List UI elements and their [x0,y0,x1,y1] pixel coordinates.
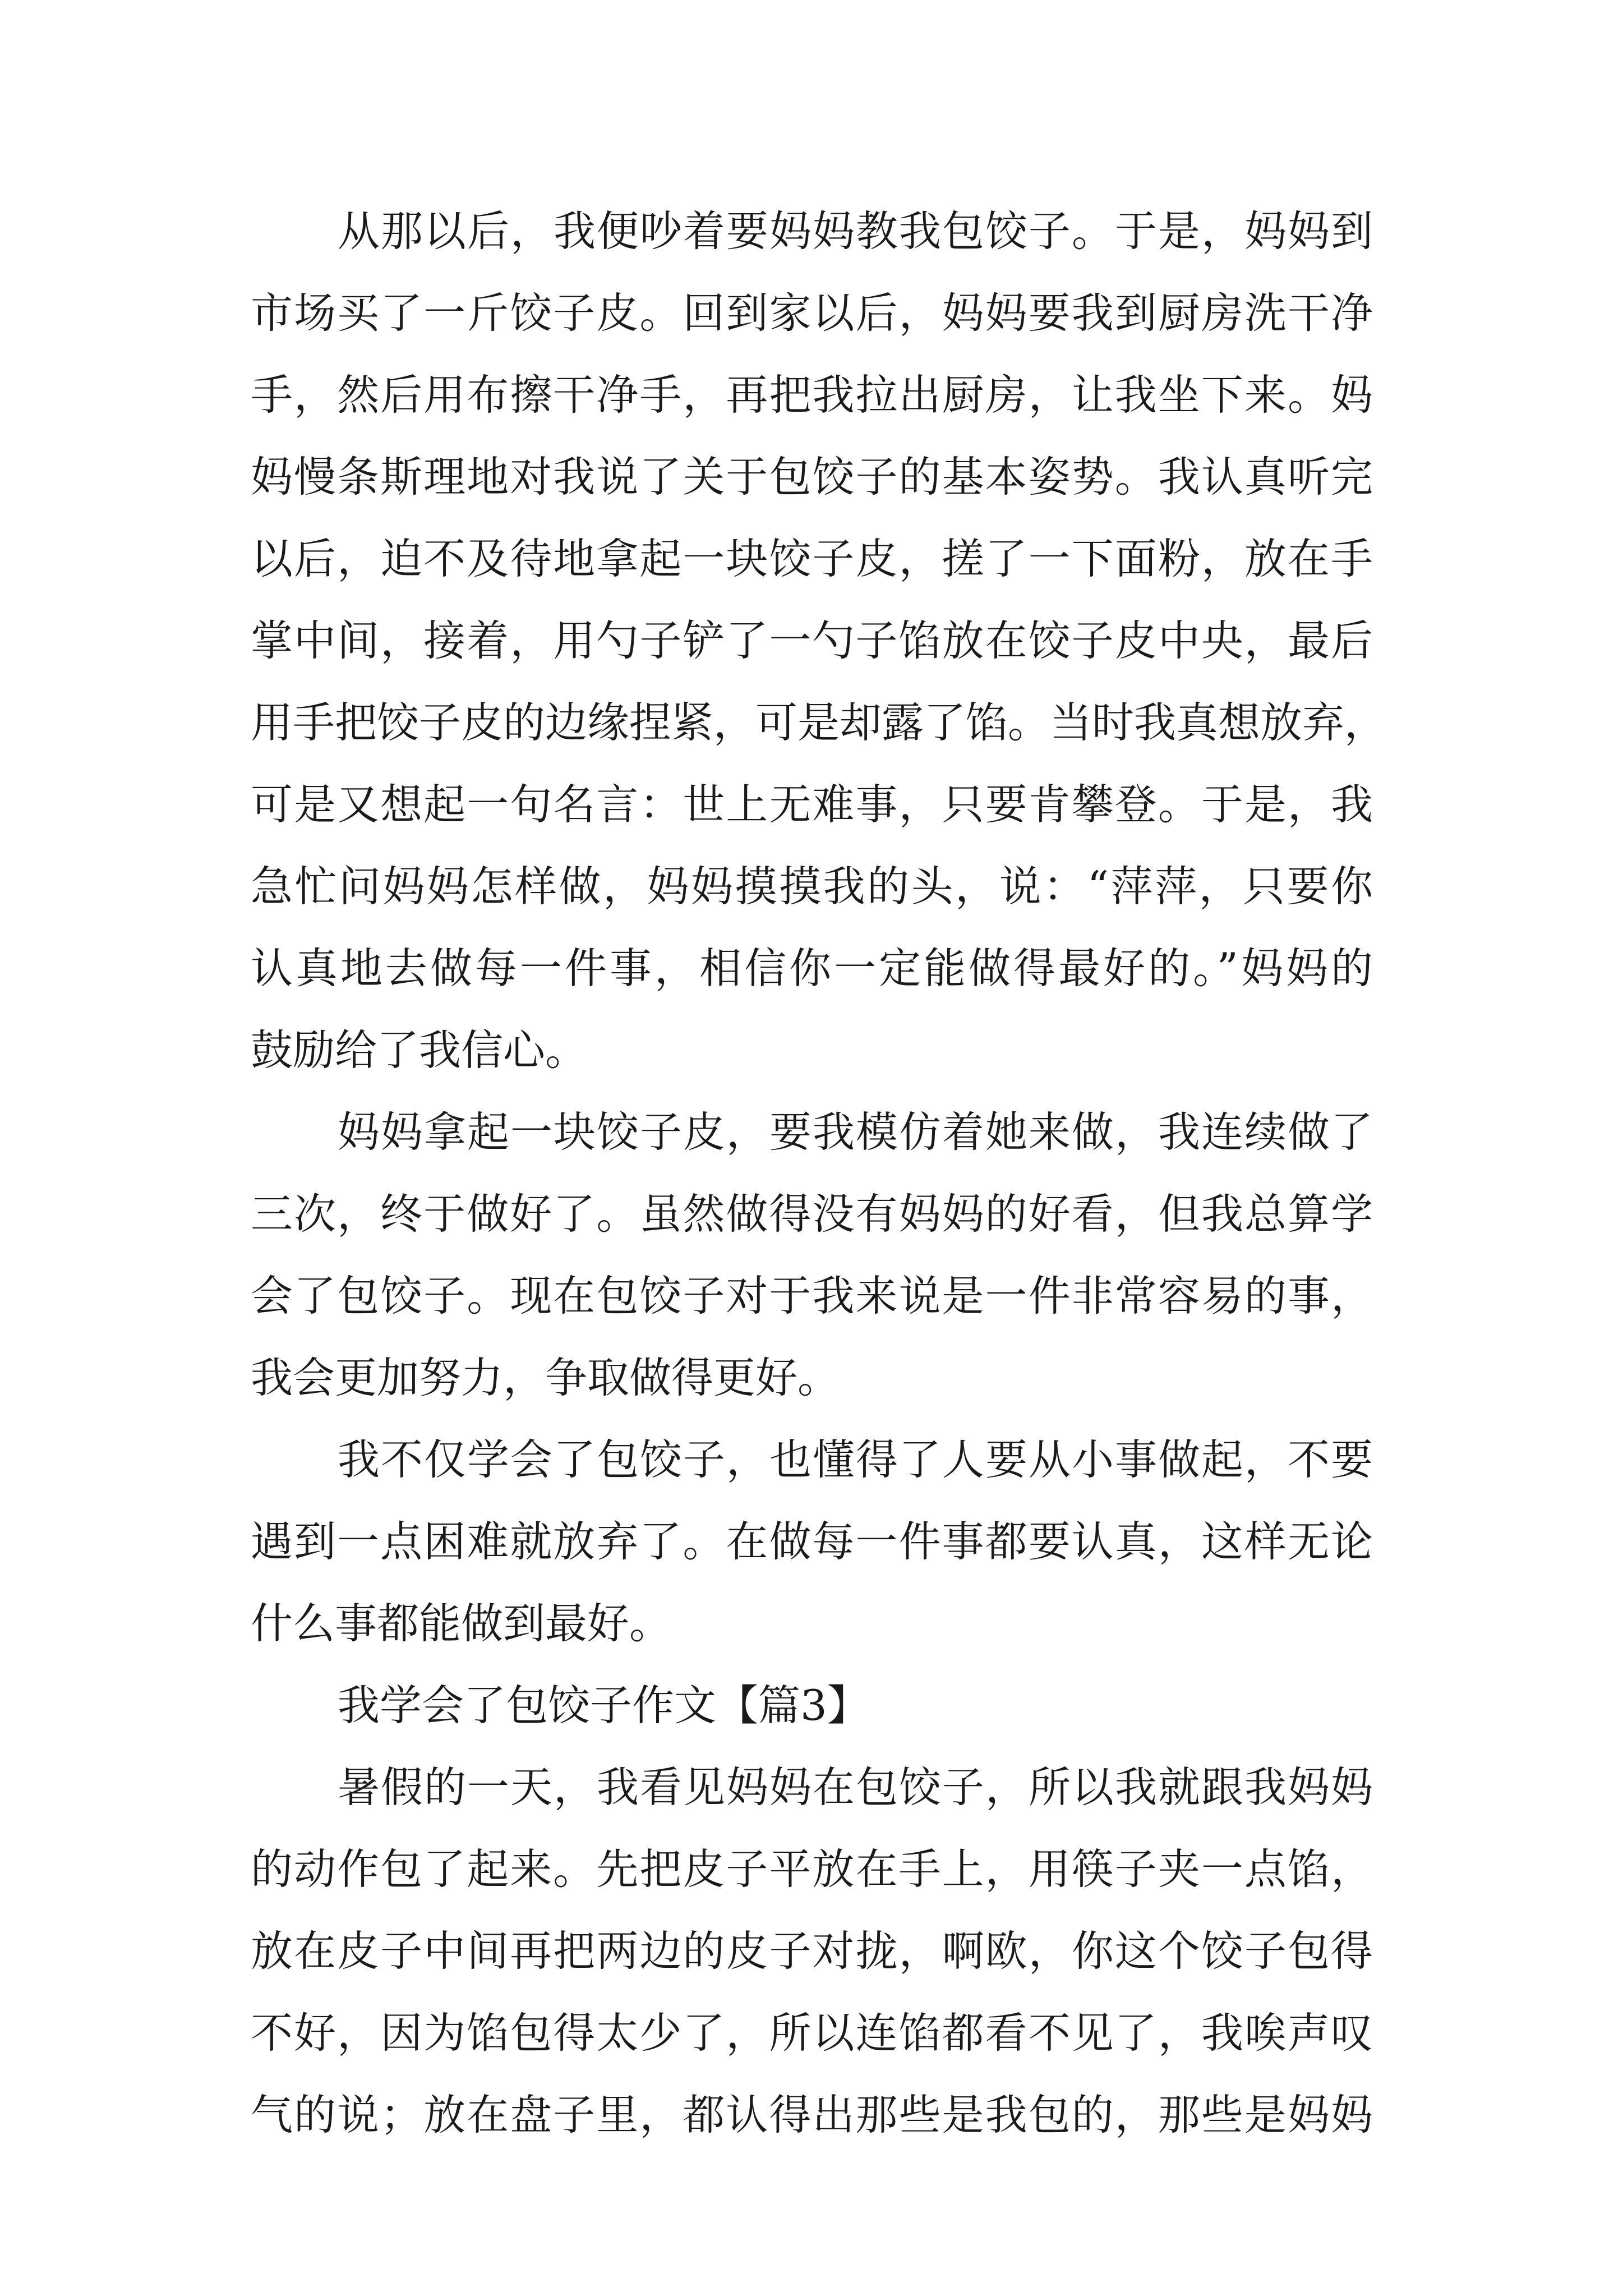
text-line: 的动作包了起来。先把皮子平放在手上，用筷子夹一点馅， [251,1844,1373,1894]
text-line: 市场买了一斤饺子皮。回到家以后，妈妈要我到厨房洗干净 [251,288,1373,338]
text-line: 认真地去做每一件事，相信你一定能做得最好的。”妈妈的 [251,944,1373,993]
text-line: 放在皮子中间再把两边的皮子对拢，啊欧，你这个饺子包得 [251,1926,1373,1976]
text-line: 用手把饺子皮的边缘捏紧，可是却露了馅。当时我真想放弃， [251,698,1387,747]
text-line: 从那以后，我便吵着要妈妈教我包饺子。于是，妈妈到 [338,206,1373,256]
section-heading: 我学会了包饺子作文【篇3】 [338,1681,869,1730]
text-line: 气的说；放在盘子里，都认得出那些是我包的，那些是妈妈 [251,2090,1373,2139]
text-line: 不好，因为馅包得太少了，所以连馅都看不见了，我唉声叹 [251,2008,1373,2058]
text-line: 三次，终于做好了。虽然做得没有妈妈的好看，但我总算学 [251,1189,1373,1239]
text-line: 掌中间，接着，用勺子铲了一勺子馅放在饺子皮中央，最后 [251,616,1373,665]
text-line: 我不仅学会了包饺子，也懂得了人要从小事做起，不要 [338,1435,1373,1484]
text-line: 急忙问妈妈怎样做，妈妈摸摸我的头，说：“萍萍，只要你 [251,862,1373,911]
text-line: 什么事都能做到最好。 [251,1599,672,1648]
text-line: 手，然后用布擦干净手，再把我拉出厨房，让我坐下来。妈 [251,370,1373,420]
text-line: 会了包饺子。现在包饺子对于我来说是一件非常容易的事， [251,1271,1373,1320]
text-line: 遇到一点困难就放弃了。在做每一件事都要认真，这样无论 [251,1517,1373,1566]
text-line: 鼓励给了我信心。 [251,1025,588,1075]
text-line: 以后，迫不及待地拿起一块饺子皮，搓了一下面粉，放在手 [251,534,1373,583]
text-line: 妈妈拿起一块饺子皮，要我模仿着她来做，我连续做了 [338,1107,1373,1157]
text-line: 暑假的一天，我看见妈妈在包饺子，所以我就跟我妈妈 [338,1763,1373,1812]
text-line: 可是又想起一句名言：世上无难事，只要肯攀登。于是，我 [251,780,1373,829]
text-line: 妈慢条斯理地对我说了关于包饺子的基本姿势。我认真听完 [251,452,1373,501]
text-line: 我会更加努力，争取做得更好。 [251,1353,840,1402]
